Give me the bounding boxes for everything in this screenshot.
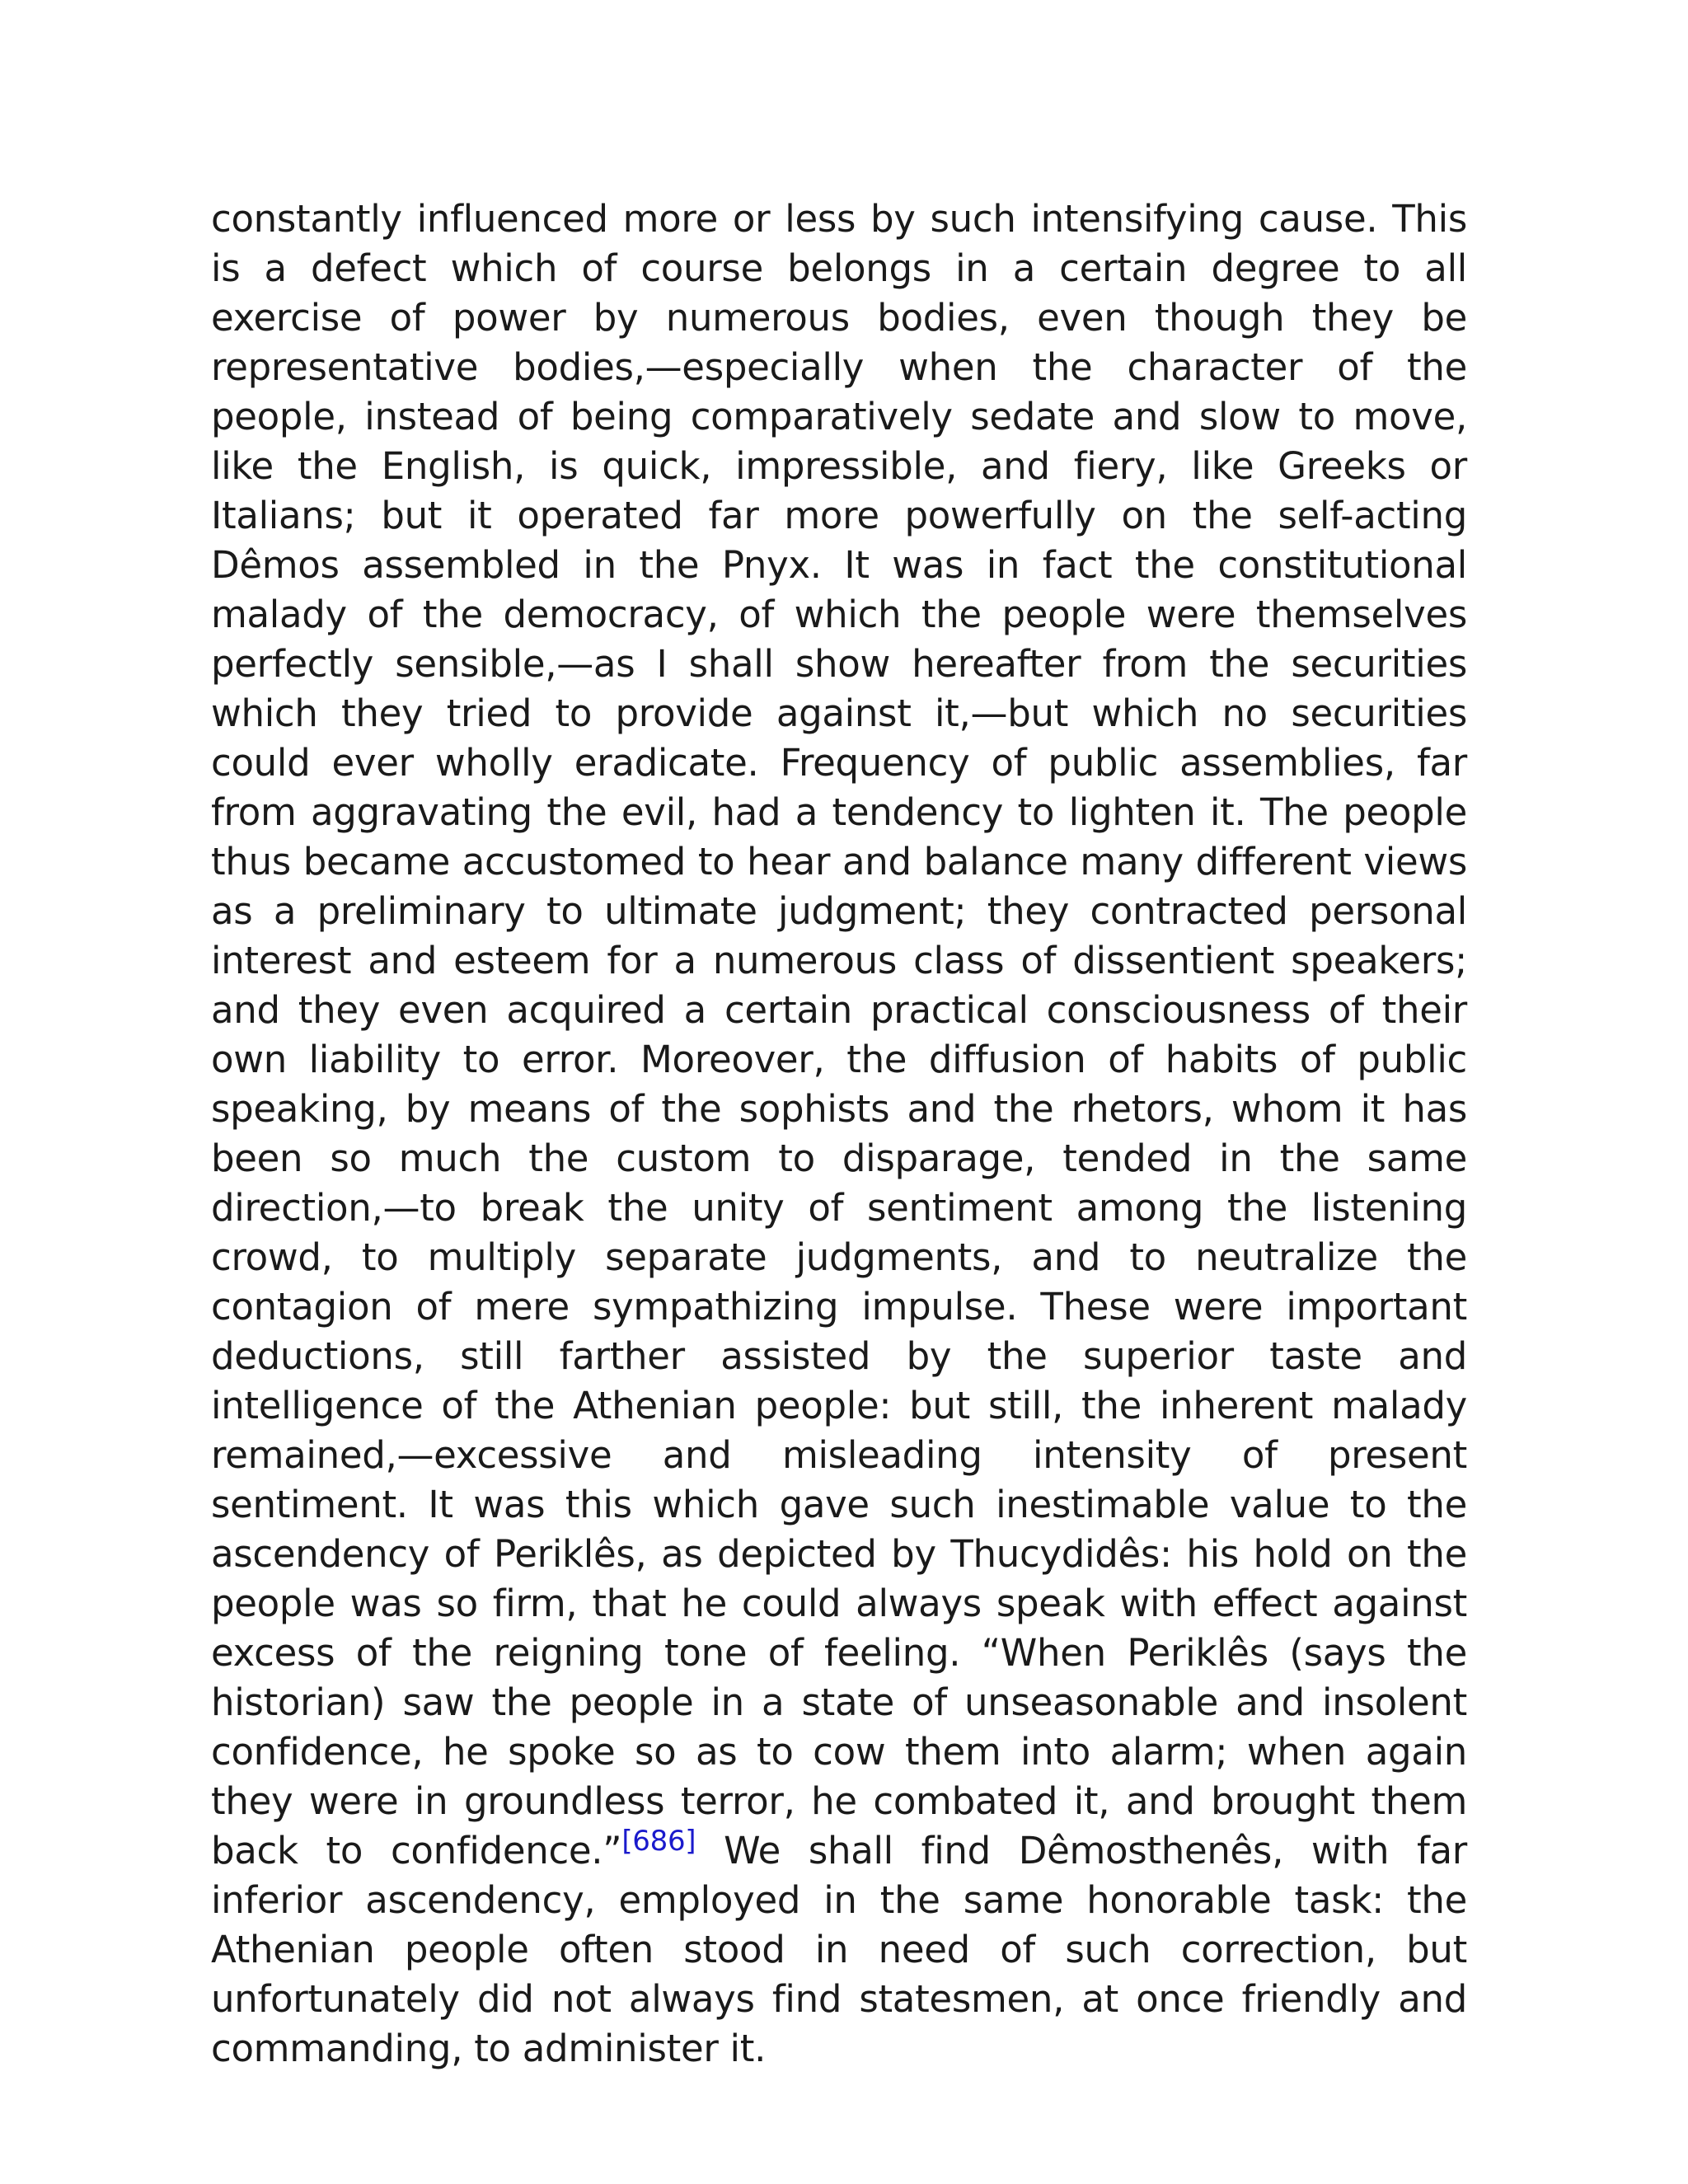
body-paragraph <box>211 194 1467 2074</box>
page-body <box>211 194 1467 2074</box>
paragraph-text-after-footnote: We shall find Dêmosthenês, with far inferior ascendency, employed in the same honorable task: the Athenian people often stood in need of such correction, but unfortunately did not always find statesmen, at once friendly and commanding, to administer it. <box>211 1829 1468 2070</box>
footnote-reference-link[interactable]: [686] <box>621 1825 696 1858</box>
paragraph-text-before-footnote: constantly influenced more or less by such intensifying cause. This is a defect which of course belongs in a certain degree to all exercise of power by numerous bodies, even though they be representative bodies,—especially when the character of the people, instead of being comparatively sedate and slow to move, like the English, is quick, impressible, and fiery, like Greeks or Italians; but it operated far more powerfully on the self-acting Dêmos assembled in the Pnyx. It was in fact the constitutional malady of the democracy, of which the people were themselves perfectly sensible,—as I shall show hereafter from the securities which they tried to provide against it,—but which no securities could ever wholly eradicate. Frequency of public assemblies, far from aggravating the evil, had a tendency to lighten it. The people thus became accustomed to hear and balance many different views as a preliminary to ultimate judgment; they contracted personal interest and esteem for a numerous class of dissentient speakers; and they even acquired a certain practical consciousness of their own liability to error. Moreover, the diffusion of habits of public speaking, by means of the sophists and the rhetors, whom it has been so much the custom to disparage, tended in the same direction,—to break the unity of sentiment among the listening crowd, to multiply separate judgments, and to neutralize the contagion of mere sympathizing impulse. These were important deductions, still farther assisted by the superior taste and intelligence of the Athenian people: but still, the inherent malady remained,—excessive and misleading intensity of present sentiment. It was this which gave such inestimable value to the ascendency of Periklês, as depicted by Thucydidês: his hold on the people was so firm, that he could always speak with effect against excess of the reigning tone of feeling. “When Periklês (says the historian) saw the people in a state of unseasonable and insolent confidence, he spoke so as to cow them into alarm; when again they were in groundless terror, he combated it, and brought them back to confidence.” <box>211 197 1467 1872</box>
